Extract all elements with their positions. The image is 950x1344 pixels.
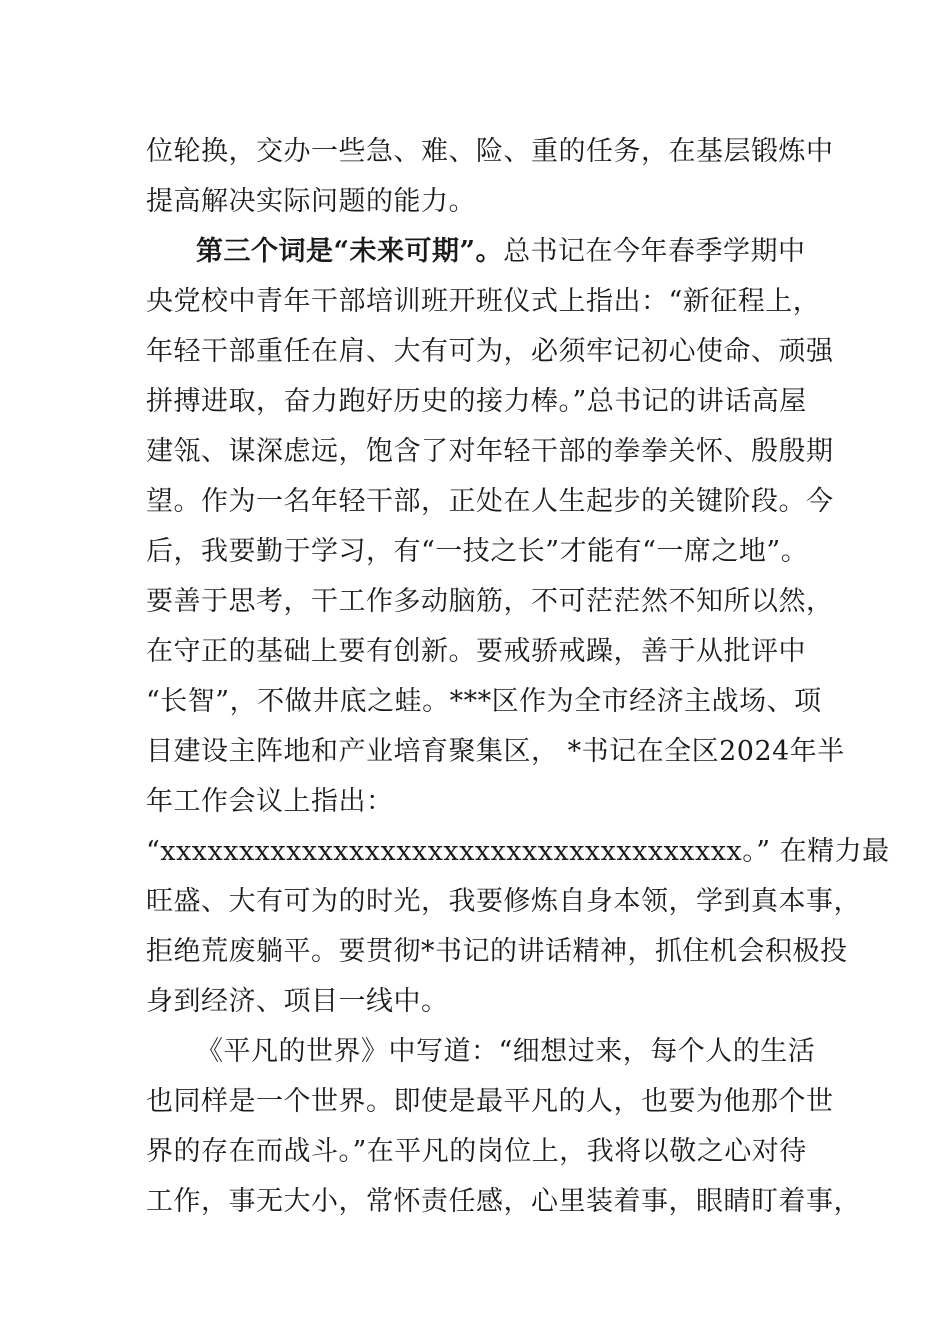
text-line: 后，我要勤于学习，有“一技之长”才能有“一席之地”。 [146,536,809,567]
text-line: 要善于思考，干工作多动脑筋，不可茫茫然不知所以然， [146,586,834,617]
text-line: 望。作为一名年轻干部，正处在人生起步的关键阶段。今 [146,486,834,517]
text-line: 《平凡的世界》中写道：“细想过来，每个人的生活 [196,1036,816,1067]
paragraph-heading: 第三个词是“未来可期”。 [196,236,504,267]
text-line: 旺盛、大有可为的时光，我要修炼自身本领，学到真本事， [146,886,861,917]
text-line: “xxxxxxxxxxxxxxxxxxxxxxxxxxxxxxxxxxxxx。” 在精力最 [146,836,890,867]
paragraph-first-line [196,236,806,268]
text-line: 央党校中青年干部培训班开班仪式上指出：“新征程上， [146,286,821,317]
text-line: 建瓴、谋深虑远，饱含了对年轻干部的拳拳关怀、殷殷期 [146,436,834,467]
text-line: 界的存在而战斗。”在平凡的岗位上，我将以敬之心对待 [146,1136,807,1167]
text-line: 位轮换，交办一些急、难、险、重的任务，在基层锻炼中 [146,136,834,167]
text-line: 提高解决实际问题的能力。 [146,186,476,217]
text-line: “长智”，不做井底之蛙。***区作为全市经济主战场、项 [146,686,822,717]
text-line: 拼搏进取，奋力跑好历史的接力棒。”总书记的讲话高屋 [146,386,807,417]
text-line: 年轻干部重任在肩、大有可为，必须牢记初心使命、顽强 [146,336,834,367]
text-line: 也同样是一个世界。即使是最平凡的人，也要为他那个世 [146,1086,834,1117]
text-line: 目建设主阵地和产业培育聚集区， *书记在全区2024年半 [146,736,845,767]
text-line: 在守正的基础上要有创新。要戒骄戒躁，善于从批评中 [146,636,806,667]
text-line: 拒绝荒废躺平。要贯彻*书记的讲话精神，抓住机会积极投 [146,936,848,967]
text-line: 年工作会议上指出： [146,786,394,817]
text-line: 工作，事无大小，常怀责任感，心里装着事，眼睛盯着事， [146,1186,861,1217]
text-span: 总书记在今年春季学期中 [503,236,806,267]
text-line: 身到经济、项目一线中。 [146,986,449,1017]
